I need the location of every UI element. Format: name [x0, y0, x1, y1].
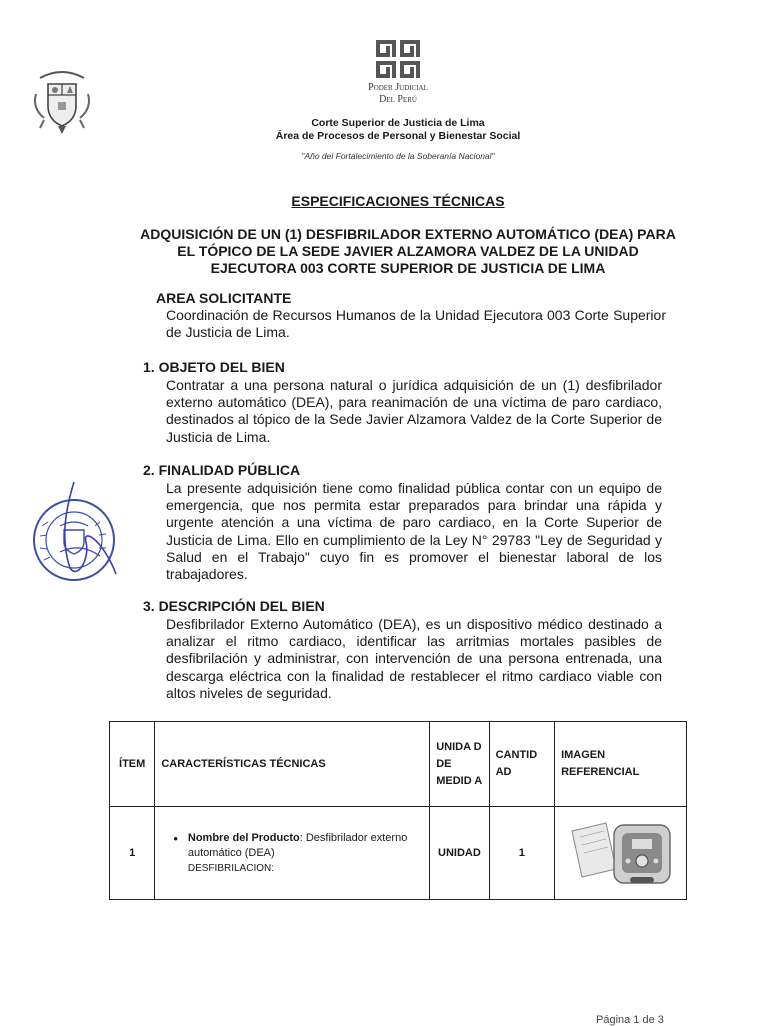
header-cantidad: CANTID AD	[489, 722, 554, 807]
section-3-heading: 3. DESCRIPCIÓN DEL BIEN	[143, 598, 325, 614]
cell-unidad: UNIDAD	[430, 807, 489, 900]
defibrillator-photo-icon	[566, 817, 676, 889]
spec-bullet	[161, 831, 423, 876]
spec-extra: DESFIBRILACION:	[187, 862, 275, 874]
header-item: ÍTEM	[110, 722, 155, 807]
table-row	[110, 807, 687, 900]
header-imagen: IMAGEN REFERENCIAL	[555, 722, 687, 807]
cell-caracteristicas	[155, 807, 430, 900]
year-motto: "Año del Fortalecimiento de la Soberanía Nacional"	[301, 151, 495, 161]
section-2-body: La presente adquisición tiene como finalidad pública contar con un equipo de emergencia, que nos permita estar preparados para brindar una rápida y urgente atención a una víctima de paro cardiaco, en la Corte Superior de Justicia de Lima. Ello en cumplimiento de la Ley N° 29783 "Ley de Seguridad y Salud en el Trabajo" cuyo fin es promover el bienestar laboral de los trabajadores.	[166, 480, 662, 583]
header-caracteristicas: CARACTERÍSTICAS TÉCNICAS	[155, 722, 430, 807]
poder-judicial-logo-icon	[374, 38, 422, 80]
section-1-heading: 1. OBJETO DEL BIEN	[143, 359, 285, 375]
header-unidad: UNIDA D DE MEDID A	[430, 722, 489, 807]
specifications-table	[109, 721, 687, 900]
area-heading: AREA SOLICITANTE	[156, 290, 292, 306]
section-1-body: Contratar a una persona natural o jurídica adquisición de un (1) desfibrilador externo automático (DEA), para reanimación de una víctima de paro cardiaco, destinados al tópico de la Sede Javier Alzamora Valdez de la Corte Superior de Justicia de Lima.	[166, 377, 662, 445]
official-stamp-icon	[30, 478, 122, 588]
page-number: Página 1 de 3	[596, 1014, 664, 1026]
section-3-body: Desfibrilador Externo Automático (DEA), es un dispositivo médico destinado a analizar el ritmo cardiaco, identificar las arritmias mortales pasibles de desfibrilación y administrar, con intervención de una persona entrenada, una descarga eléctrica con la finalidad de restablecer el ritmo cardiaco viable con altos niveles de seguridad.	[166, 616, 662, 701]
org-line-2: Área de Procesos de Personal y Bienestar Social	[275, 130, 521, 142]
institution-line-1: Poder Judicial	[368, 82, 428, 93]
area-body: Coordinación de Recursos Humanos de la Unidad Ejecutora 003 Corte Superior de Justicia de Lima.	[166, 307, 666, 341]
peru-coat-of-arms-icon	[30, 64, 94, 136]
document-title: ESPECIFICACIONES TÉCNICAS	[291, 193, 505, 209]
spec-label: Nombre del Producto	[187, 831, 300, 844]
institution-name	[320, 82, 476, 106]
org-line-1: Corte Superior de Justicia de Lima	[311, 117, 485, 129]
cell-cantidad: 1	[489, 807, 554, 900]
cell-imagen	[555, 807, 687, 900]
section-2-heading: 2. FINALIDAD PÚBLICA	[143, 462, 301, 478]
document-subject: ADQUISICIÓN DE UN (1) DESFIBRILADOR EXTERNO AUTOMÁTICO (DEA) PARA EL TÓPICO DE LA SEDE JAVIER ALZAMORA VALDEZ DE LA UNIDAD EJECUTORA 003 CORTE SUPERIOR DE JUSTICIA DE LIMA	[140, 226, 676, 276]
institution-line-2: Del Perú	[379, 94, 417, 105]
spec-value: : Desfibrilador externo automático (DEA)	[187, 831, 408, 859]
bullet-dot-icon: •	[173, 830, 178, 846]
table-header-row	[110, 722, 687, 807]
cell-item: 1	[110, 807, 155, 900]
spec-text	[188, 831, 423, 876]
